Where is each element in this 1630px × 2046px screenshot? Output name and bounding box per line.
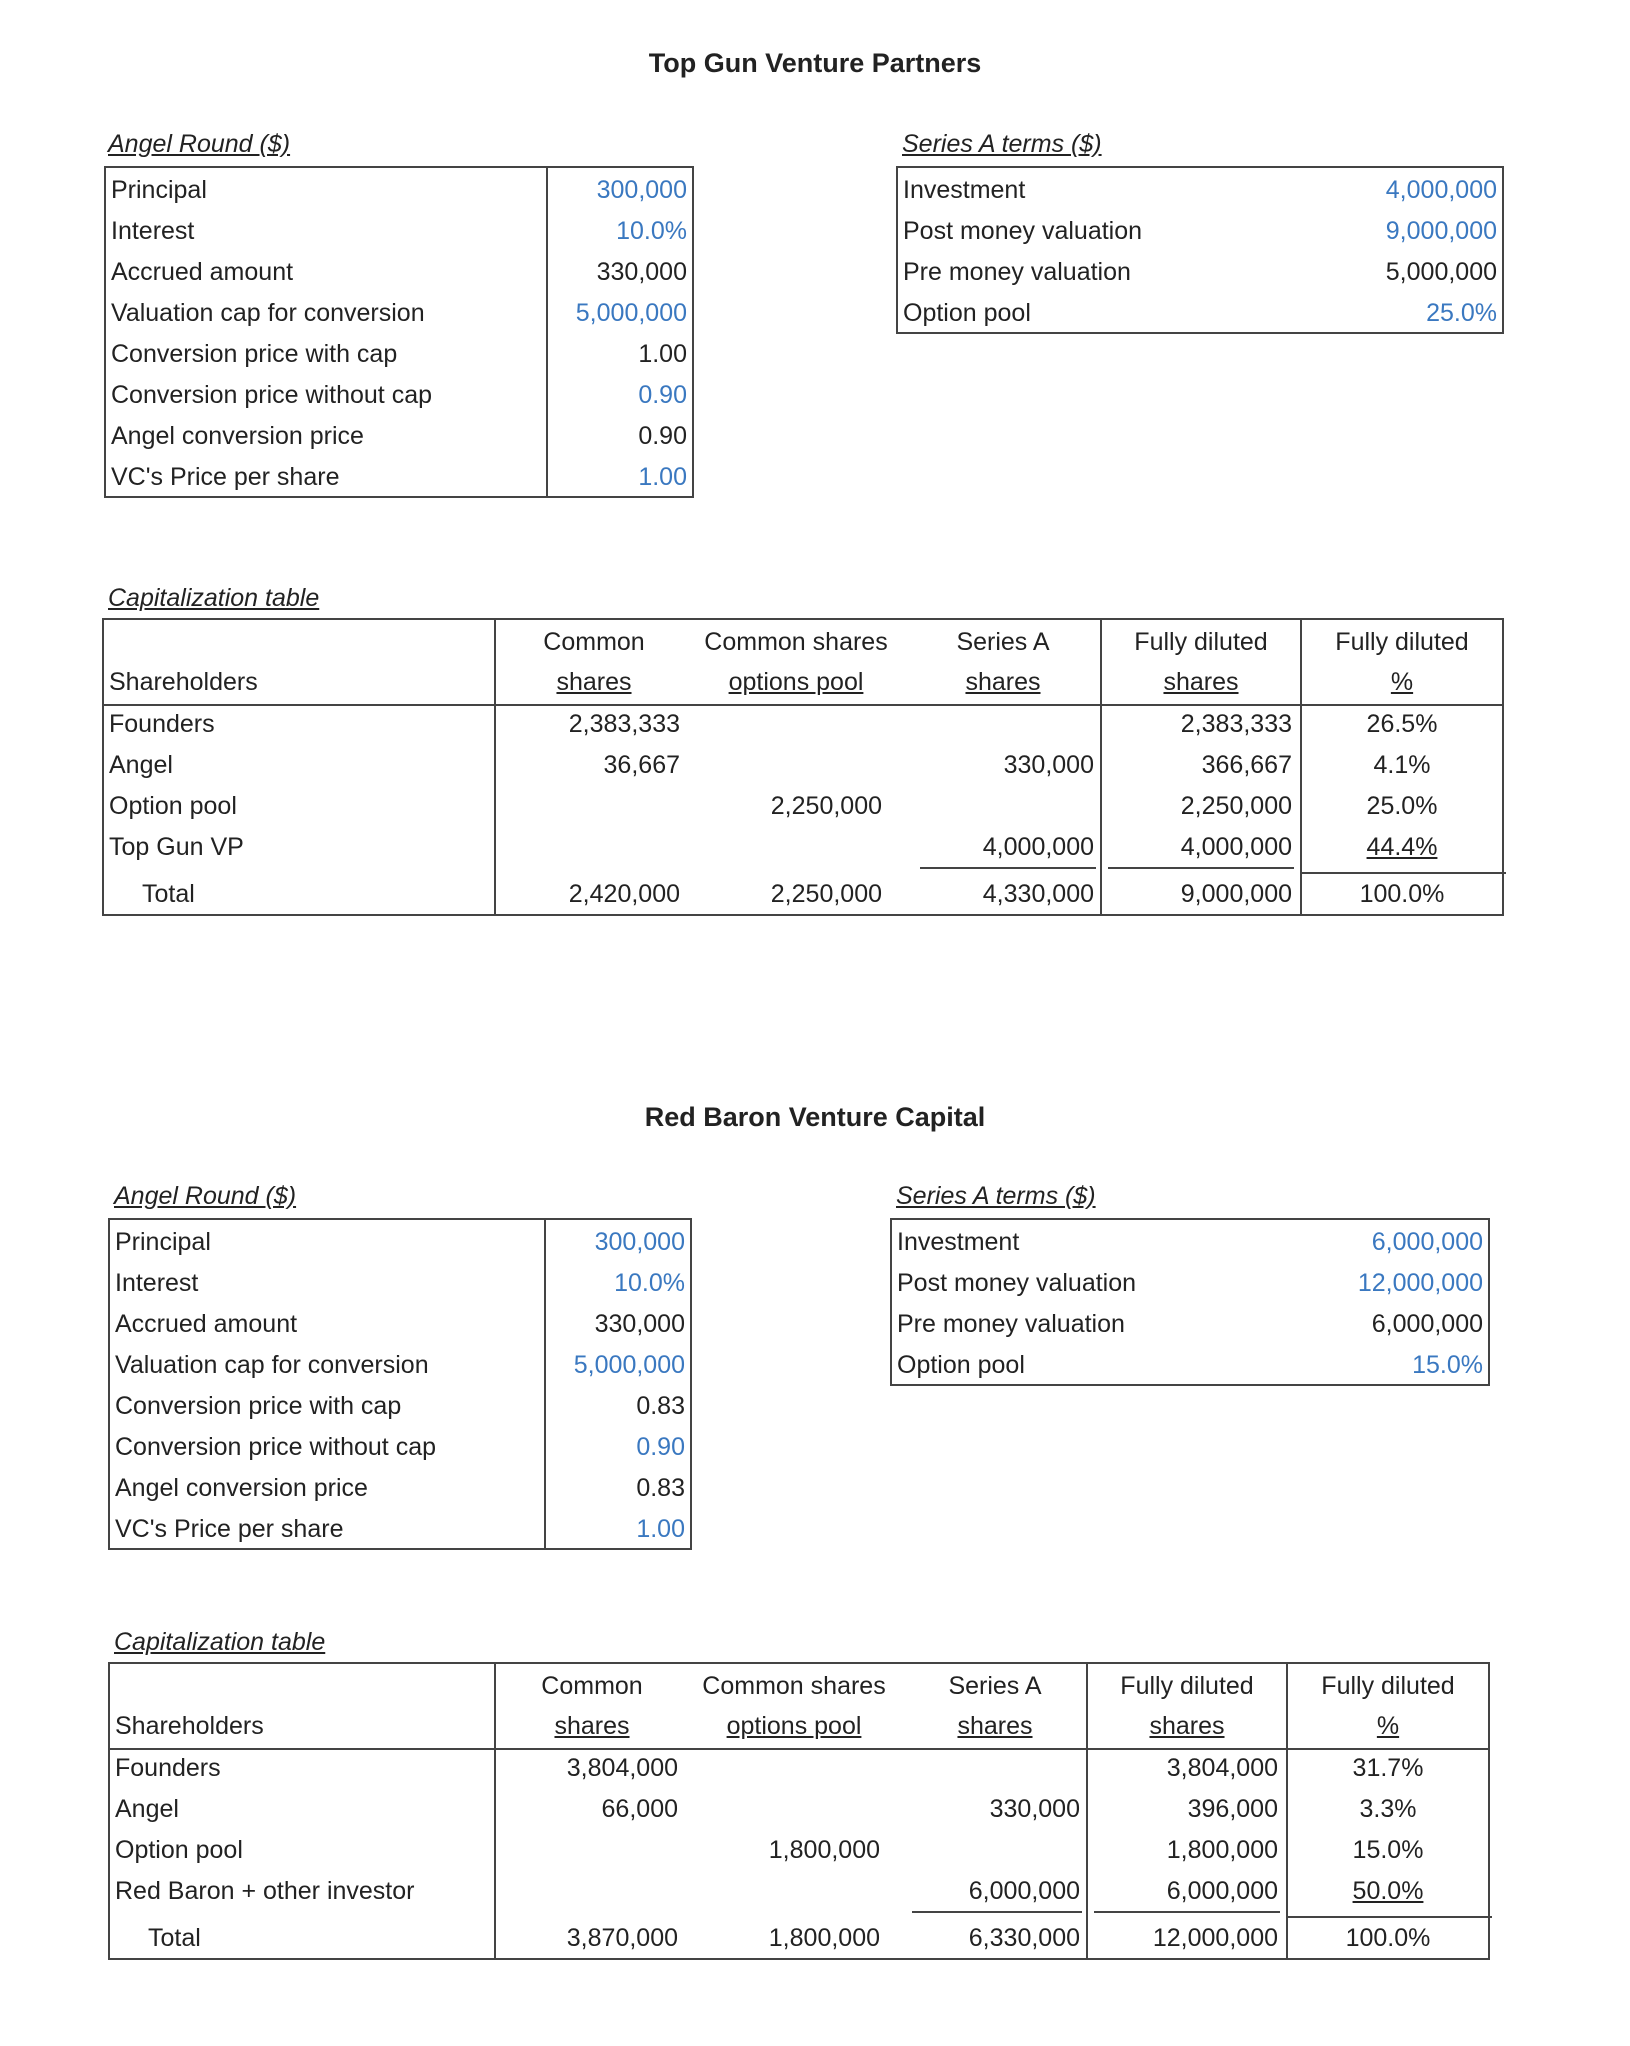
row-name: Founders [115, 1754, 221, 1782]
header-common-sub: shares [554, 1712, 630, 1740]
angel-round-caption: Angel Round ($) [114, 1182, 297, 1210]
angel-row: Accrued amount 330,000 [115, 1310, 685, 1338]
row-fd-shares: 6,000,000 [1166, 1877, 1278, 1905]
row-series: 6,000,000 [968, 1877, 1080, 1905]
series-a-row: Post money valuation 9,000,000 [903, 217, 1497, 245]
header-series-sub: shares [957, 1712, 1033, 1740]
row-fd-shares: 366,667 [1201, 751, 1292, 779]
row-name: Option pool [109, 792, 237, 820]
header-pool-sub: options pool [728, 668, 864, 696]
angel-row: Conversion price without cap 0.90 [115, 1433, 685, 1461]
row-fd-shares: 396,000 [1187, 1795, 1278, 1823]
series-a-caption: Series A terms ($) [902, 130, 1102, 158]
row-common: 2,383,333 [568, 710, 680, 738]
row-common: 66,000 [601, 1795, 678, 1823]
row-fd-shares: 3,804,000 [1166, 1754, 1278, 1782]
header-pool-sub: options pool [726, 1712, 862, 1740]
row-fd-pct: 15.0% [1352, 1836, 1424, 1864]
series-a-row: Investment 4,000,000 [903, 176, 1497, 204]
row-fd-pct: 50.0% [1352, 1877, 1424, 1905]
row-fd-pct: 26.5% [1366, 710, 1438, 738]
angel-row: Principal 300,000 [111, 176, 687, 204]
header-fd-shares-sub: shares [1149, 1712, 1225, 1740]
row-fd-pct: 31.7% [1352, 1754, 1424, 1782]
row-name: Angel [115, 1795, 179, 1823]
row-series: 4,000,000 [982, 833, 1094, 861]
header-series-sub: shares [965, 668, 1041, 696]
header-fd-pct-sub: % [1390, 668, 1414, 696]
total-fd-pct: 100.0% [1345, 1924, 1431, 1952]
row-name: Option pool [115, 1836, 243, 1864]
series-a-table [890, 1218, 1490, 1386]
angel-row: Conversion price without cap 0.90 [111, 381, 687, 409]
row-pool: 2,250,000 [770, 792, 882, 820]
angel-round-table [104, 166, 694, 498]
angel-row: Interest 10.0% [111, 217, 687, 245]
total-fd-pct: 100.0% [1359, 880, 1445, 908]
total-label: Total [142, 880, 195, 908]
section-title: Top Gun Venture Partners [648, 48, 982, 78]
header-fd-pct: Fully diluted [1335, 628, 1469, 656]
header-fd-pct: Fully diluted [1321, 1672, 1455, 1700]
series-a-caption: Series A terms ($) [896, 1182, 1096, 1210]
header-pool: Common shares [704, 628, 888, 656]
total-pool: 1,800,000 [768, 1924, 880, 1952]
series-a-row: Option pool 15.0% [897, 1351, 1483, 1379]
header-pool: Common shares [702, 1672, 886, 1700]
total-common: 3,870,000 [566, 1924, 678, 1952]
angel-round-caption: Angel Round ($) [108, 130, 291, 158]
series-a-table [896, 166, 1504, 334]
total-fd-shares: 9,000,000 [1180, 880, 1292, 908]
cap-table-caption: Capitalization table [108, 584, 320, 612]
total-common: 2,420,000 [568, 880, 680, 908]
series-a-row: Investment 6,000,000 [897, 1228, 1483, 1256]
angel-row: Conversion price with cap 0.83 [115, 1392, 685, 1420]
series-a-row: Pre money valuation 6,000,000 [897, 1310, 1483, 1338]
cap-table [102, 618, 1504, 916]
row-pool: 1,800,000 [768, 1836, 880, 1864]
row-fd-pct: 4.1% [1373, 751, 1431, 779]
row-fd-pct: 3.3% [1359, 1795, 1417, 1823]
header-fd-pct-sub: % [1376, 1712, 1400, 1740]
total-series: 4,330,000 [982, 880, 1094, 908]
section-title: Red Baron Venture Capital [644, 1102, 986, 1132]
row-fd-shares: 1,800,000 [1166, 1836, 1278, 1864]
row-fd-pct: 25.0% [1366, 792, 1438, 820]
header-common-sub: shares [556, 668, 632, 696]
angel-row: Interest 10.0% [115, 1269, 685, 1297]
header-fd-shares-sub: shares [1163, 668, 1239, 696]
header-common: Common [541, 1672, 643, 1700]
row-name: Top Gun VP [109, 833, 244, 861]
header-fd-shares: Fully diluted [1134, 628, 1268, 656]
total-series: 6,330,000 [968, 1924, 1080, 1952]
cap-table [108, 1662, 1490, 1960]
angel-round-table [108, 1218, 692, 1550]
header-series: Series A [948, 1672, 1042, 1700]
angel-row: Valuation cap for conversion 5,000,000 [111, 299, 687, 327]
angel-row: Accrued amount 330,000 [111, 258, 687, 286]
row-common: 36,667 [603, 751, 680, 779]
total-label: Total [148, 1924, 201, 1952]
row-fd-shares: 2,250,000 [1180, 792, 1292, 820]
total-pool: 2,250,000 [770, 880, 882, 908]
header-series: Series A [956, 628, 1050, 656]
header-fd-shares: Fully diluted [1120, 1672, 1254, 1700]
angel-row: Conversion price with cap 1.00 [111, 340, 687, 368]
angel-row: Angel conversion price 0.90 [111, 422, 687, 450]
row-common: 3,804,000 [566, 1754, 678, 1782]
angel-row: Angel conversion price 0.83 [115, 1474, 685, 1502]
angel-row: Principal 300,000 [115, 1228, 685, 1256]
header-common: Common [543, 628, 645, 656]
header-shareholders: Shareholders [109, 668, 258, 696]
row-name: Red Baron + other investor [115, 1877, 415, 1905]
row-fd-shares: 4,000,000 [1180, 833, 1292, 861]
row-name: Founders [109, 710, 215, 738]
row-series: 330,000 [1003, 751, 1094, 779]
header-shareholders: Shareholders [115, 1712, 264, 1740]
total-fd-shares: 12,000,000 [1152, 1924, 1278, 1952]
series-a-row: Option pool 25.0% [903, 299, 1497, 327]
angel-row: VC's Price per share 1.00 [111, 463, 687, 491]
row-name: Angel [109, 751, 173, 779]
row-series: 330,000 [989, 1795, 1080, 1823]
cap-table-caption: Capitalization table [114, 1628, 326, 1656]
series-a-row: Post money valuation 12,000,000 [897, 1269, 1483, 1297]
angel-row: Valuation cap for conversion 5,000,000 [115, 1351, 685, 1379]
row-fd-pct: 44.4% [1366, 833, 1438, 861]
series-a-row: Pre money valuation 5,000,000 [903, 258, 1497, 286]
row-fd-shares: 2,383,333 [1180, 710, 1292, 738]
angel-row: VC's Price per share 1.00 [115, 1515, 685, 1543]
